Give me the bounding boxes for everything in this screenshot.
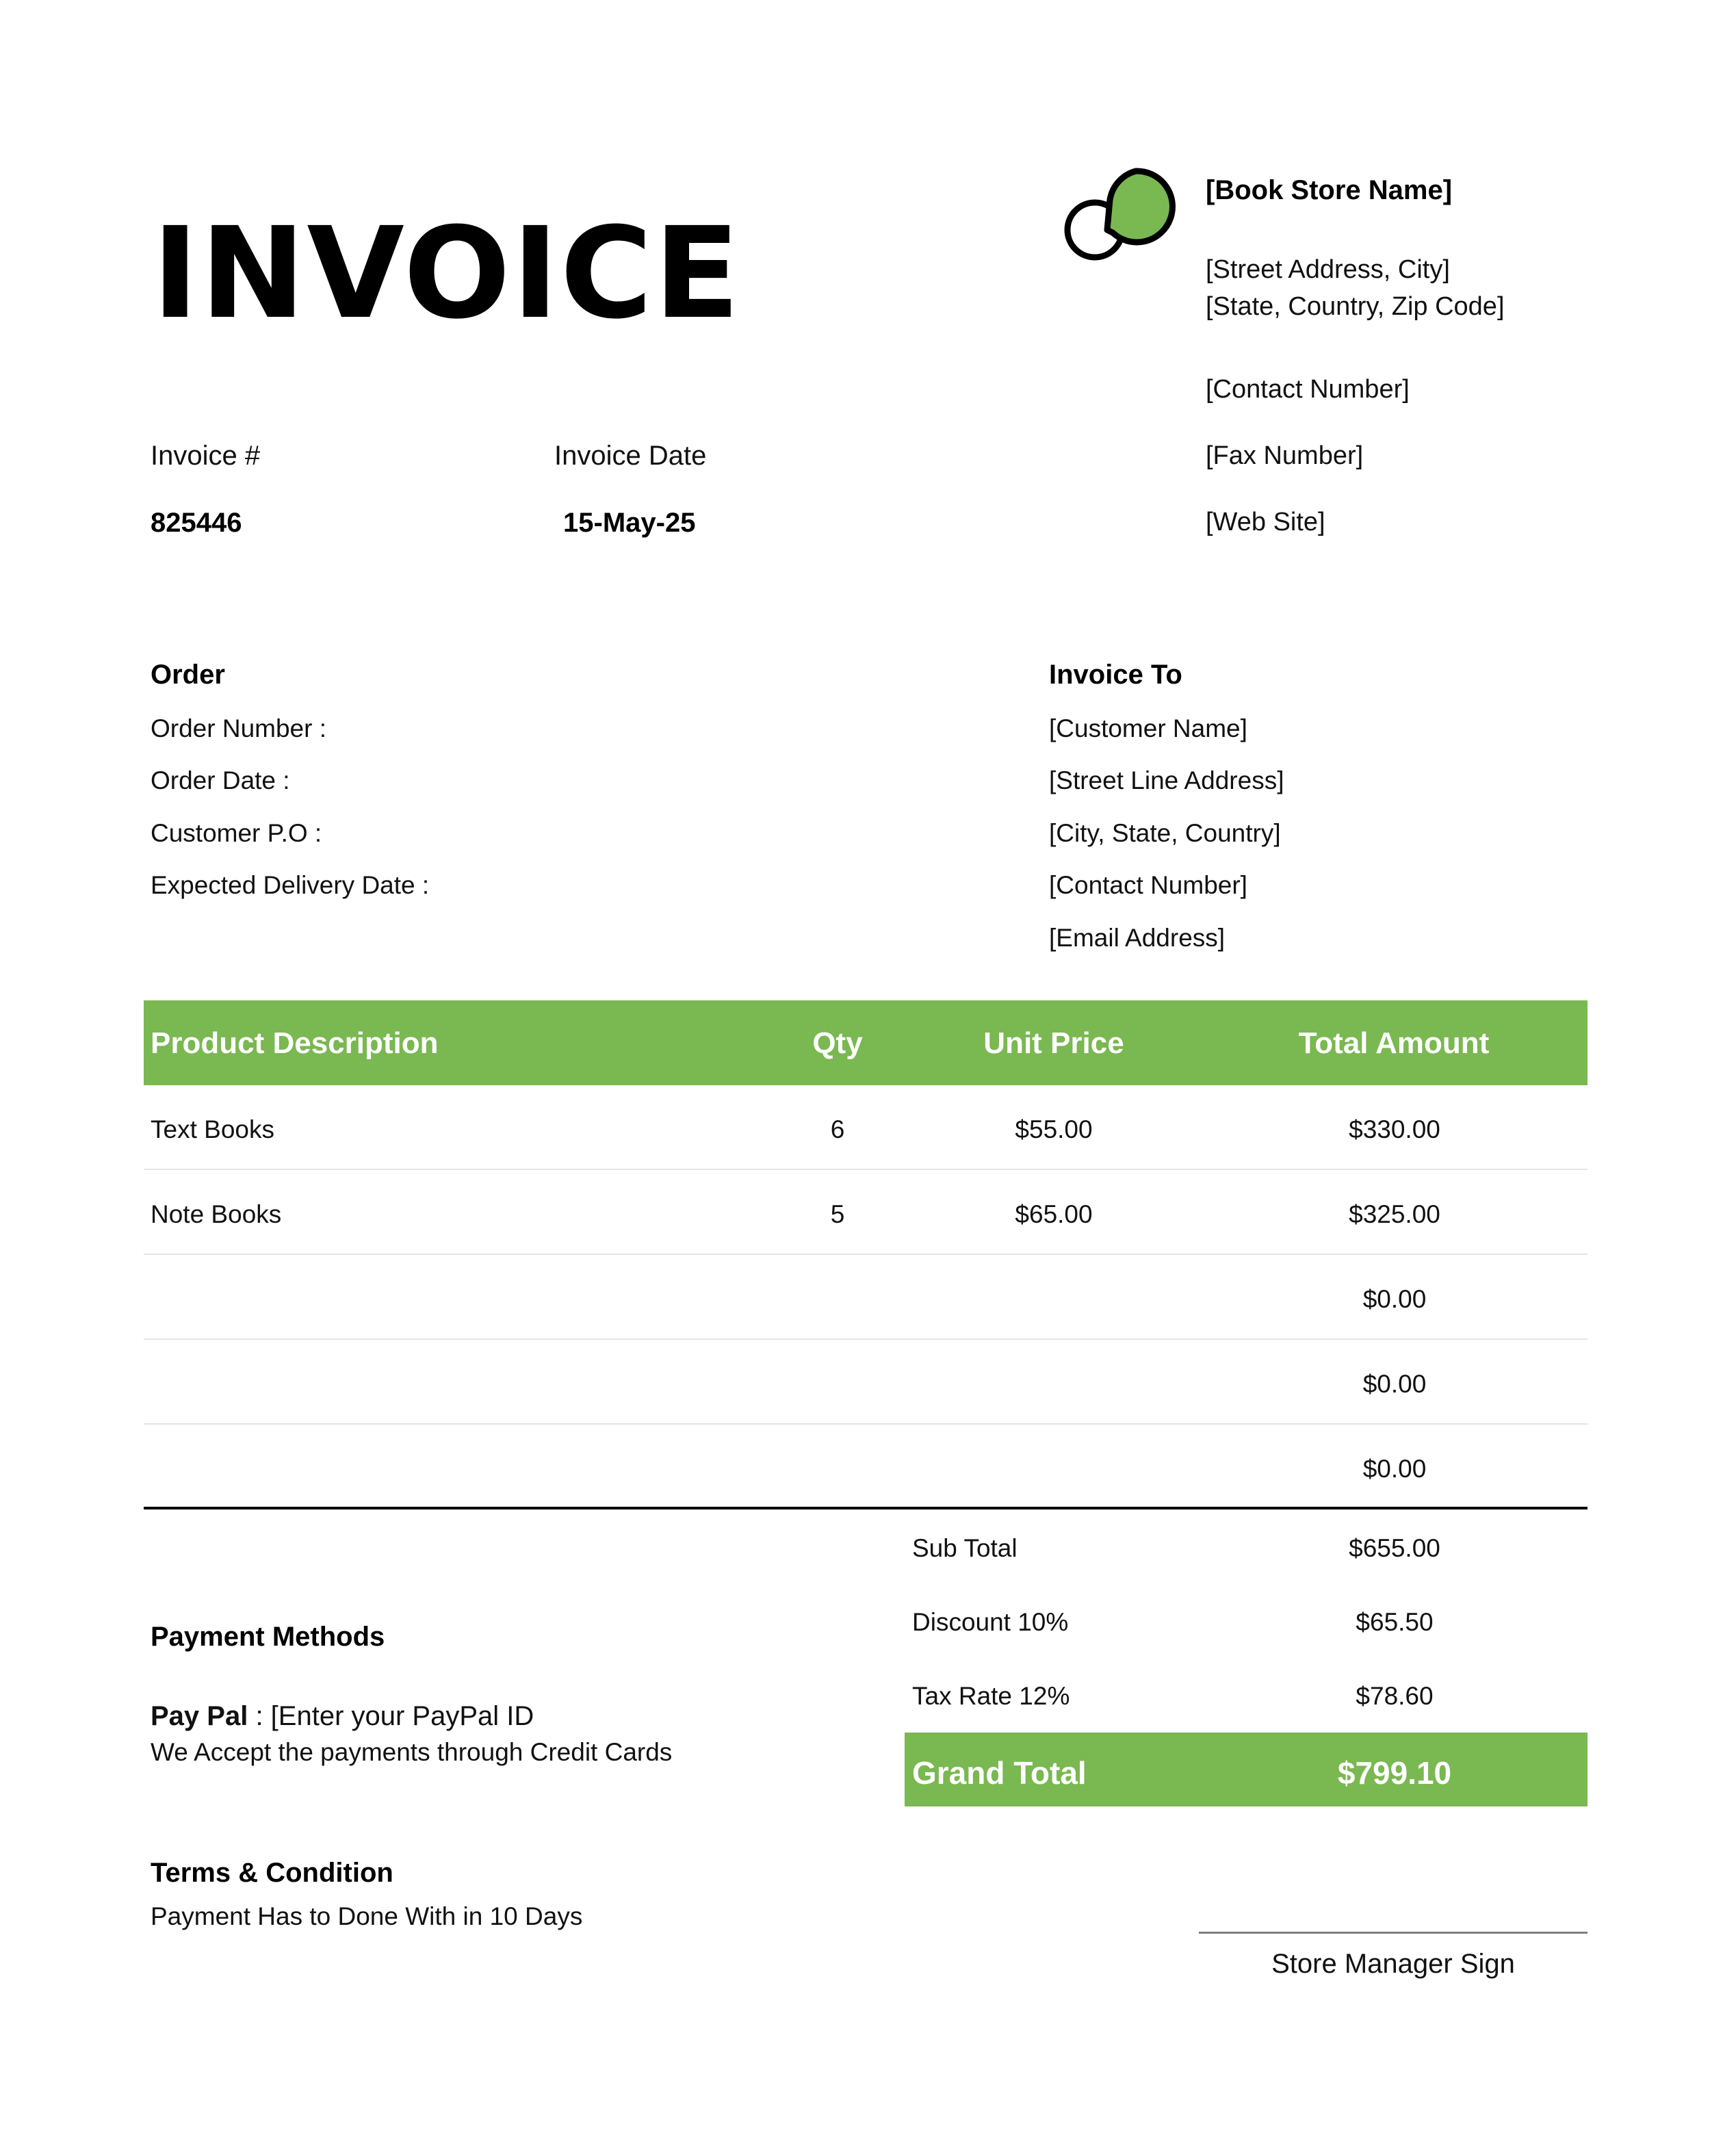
terms-heading: Terms & Condition <box>151 1858 393 1888</box>
delivery-date-label: Expected Delivery Date : <box>151 871 430 899</box>
discount-value: $65.50 <box>1356 1608 1434 1636</box>
subtotal-label: Sub Total <box>912 1534 1018 1562</box>
tax-value: $78.60 <box>1356 1682 1434 1710</box>
order-date-label: Order Date : <box>151 766 290 794</box>
invoice-number-label: Invoice # <box>151 441 261 471</box>
row-5-total: $0.00 <box>1362 1455 1427 1483</box>
row-2-unit-price: $65.00 <box>1015 1200 1093 1228</box>
tax-label: Tax Rate 12% <box>912 1682 1070 1710</box>
row-1-qty: 6 <box>830 1115 845 1143</box>
header-description: Product Description <box>151 1026 439 1060</box>
store-street: [Street Address, City] <box>1206 255 1450 284</box>
invoice-date-label: Invoice Date <box>554 441 707 471</box>
invoice-date: 15-May-25 <box>563 508 696 538</box>
row-divider <box>144 1338 1588 1340</box>
invoice-title: INVOICE <box>152 200 742 347</box>
row-1-description: Text Books <box>151 1115 274 1143</box>
header-qty: Qty <box>812 1026 863 1060</box>
customer-street: [Street Line Address] <box>1049 766 1284 794</box>
paypal-label: Pay Pal <box>151 1701 248 1731</box>
signature-line <box>1199 1932 1588 1934</box>
store-state: [State, Country, Zip Code] <box>1206 292 1505 321</box>
discount-label: Discount 10% <box>912 1608 1069 1636</box>
store-contact: [Contact Number] <box>1206 375 1410 404</box>
terms-text: Payment Has to Done With in 10 Days <box>151 1902 583 1930</box>
paypal-line <box>151 1701 534 1732</box>
row-3-total: $0.00 <box>1362 1285 1427 1313</box>
paypal-value: : [Enter your PayPal ID <box>248 1701 534 1731</box>
store-name: [Book Store Name] <box>1206 175 1453 205</box>
row-1-total: $330.00 <box>1349 1115 1440 1143</box>
order-heading: Order <box>151 660 225 690</box>
store-fax: [Fax Number] <box>1206 441 1364 470</box>
signature-label: Store Manager Sign <box>1271 1949 1515 1979</box>
row-divider <box>144 1169 1588 1170</box>
row-4-total: $0.00 <box>1362 1370 1427 1398</box>
invoice-number: 825446 <box>151 508 242 538</box>
row-2-total: $325.00 <box>1349 1200 1440 1228</box>
payment-heading: Payment Methods <box>151 1622 385 1652</box>
invoice-to-heading: Invoice To <box>1049 660 1182 690</box>
row-divider <box>144 1254 1588 1255</box>
order-number-label: Order Number : <box>151 714 327 742</box>
two-circles-logo-icon <box>1059 164 1176 274</box>
row-2-qty: 5 <box>830 1200 845 1228</box>
credit-cards-note: We Accept the payments through Credit Cards <box>151 1738 673 1766</box>
customer-name: [Customer Name] <box>1049 714 1247 742</box>
customer-contact: [Contact Number] <box>1049 871 1247 899</box>
grand-total-value: $799.10 <box>1337 1755 1452 1791</box>
table-bottom-rule <box>144 1507 1588 1509</box>
customer-po-label: Customer P.O : <box>151 819 322 847</box>
store-website: [Web Site] <box>1206 508 1325 536</box>
header-total: Total Amount <box>1298 1026 1490 1060</box>
grand-total-label: Grand Total <box>912 1755 1087 1791</box>
customer-city: [City, State, Country] <box>1049 819 1281 847</box>
row-1-unit-price: $55.00 <box>1015 1115 1093 1143</box>
row-divider <box>144 1423 1588 1425</box>
customer-email: [Email Address] <box>1049 924 1226 952</box>
header-unit-price: Unit Price <box>983 1026 1124 1060</box>
row-2-description: Note Books <box>151 1200 282 1228</box>
subtotal-value: $655.00 <box>1349 1534 1440 1562</box>
